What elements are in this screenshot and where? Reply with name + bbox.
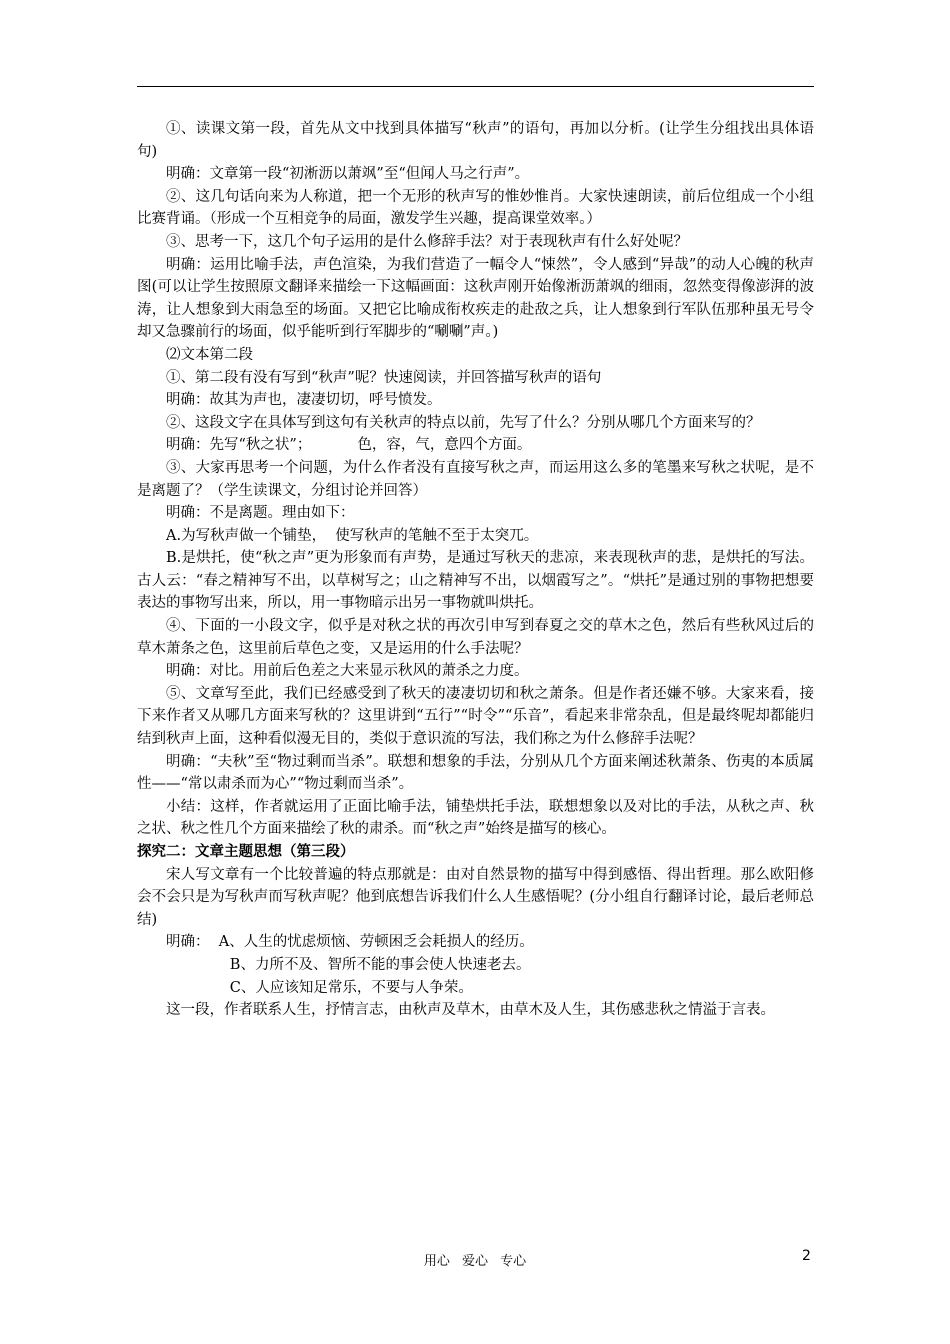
section-heading: 探究二：文章主题思想（第三段） [137,843,355,860]
paragraph: ①、第二段有没有写到“秋声”呢？快速阅读，并回答描写秋声的语句 [166,369,602,386]
header-rule [137,86,814,87]
paragraph: ④、下面的一小段文字，似乎是对秋之状的再次引申写到春夏之交的草木之色，然后有些秋风过后的草木萧条之色，这里前后草色之变，又是运用的什么手法呢？ [137,618,814,657]
paragraph: 明确：“夫秋”至“物过剩而当杀”。联想和想象的手法，分别从几个方面来阐述秋萧条、伤夷的本质属性——“常以肃杀而为心”“物过剩而当杀”。 [137,753,814,793]
paragraph: 明确：先写“秋之状”； 色，容，气，意四个方面。 [166,437,532,454]
paragraph: 明确：文章第一段“初淅沥以萧飒”至“但闻人马之行声”。 [166,166,530,183]
paragraph: 宋人写文章有一个比较普遍的特点那就是：由对自然景物的描写中得到感悟、得出哲理。那么欧阳修会不会只是为写秋声而写秋声呢？他到底想告诉我们什么人生感悟呢？(分小组自行翻译讨论，最后老师总结) [137,866,814,928]
paragraph: 明确：对比。用前后色差之大来显示秋风的萧杀之力度。 [166,663,529,680]
paragraph: C、人应该知足常乐，不要与人争荣。 [229,979,473,996]
paragraph: B.是烘托，使“秋之声”更为形象而有声势，是通过写秋天的悲凉，来表现秋声的悲，是烘托的写法。古人云：“春之精神写不出，以草树写之；山之精神写不出，以烟霞写之”。“烘托”是通过别的事物把想要表达的事物写出来，所以，用一事物暗示出另一事物就叫烘托。 [137,550,814,612]
paragraph: 这一段，作者联系人生，抒情言志，由秋声及草木，由草木及人生，其伤感悲秋之情溢于言表。 [166,1002,775,1019]
paragraph: A.为写秋声做一个铺垫， 使写秋声的笔触不至于太突兀。 [166,527,539,544]
footer-motto: 用心 爱心 专心 [423,1254,527,1269]
paragraph: 小结：这样，作者就运用了正面比喻手法，铺垫烘托手法，联想想象以及对比的手法，从秋之声、秋之状、秋之性几个方面来描绘了秋的肃杀。而“秋之声”始终是描写的核心。 [137,798,814,838]
paragraph: ②、这段文字在具体写到这句有关秋声的特点以前，先写了什么？分别从哪几个方面来写的？ [166,414,761,431]
paragraph: ①、读课文第一段，首先从文中找到具体描写“秋声”的语句，再加以分析。(让学生分组找出具体语句) [137,121,814,160]
paragraph: B、力所不及、智所不能的事会使人快速老去。 [229,956,531,973]
paragraph: ③、大家再思考一个问题，为什么作者没有直接写秋之声，而运用这么多的笔墨来写秋之状呢，是不是离题了？（学生读课文，分组讨论并回答） [137,459,814,499]
paragraph: ⑵文本第二段 [166,346,253,363]
paragraph: 明确：故其为声也，凄凄切切，呼号愤发。 [166,392,442,409]
paragraph: 明确：运用比喻手法，声色渲染，为我们营造了一幅令人“悚然”，令人感到“异哉”的动人心魄的秋声图(可以让学生按照原文翻译来描绘一下这幅画面：这秋声刚开始像淅沥萧飒的细雨，忽然变得像澎湃的波涛，让人想象到大雨急至的场面。又把它比喻成衔枚疾走的赴敌之兵，让人想象到行军队伍那种虽无号令却又急骤前行的场面，似乎能听到行军脚步的“唰唰”声。) [137,256,814,341]
paragraph: ③、思考一下，这几个句子运用的是什么修辞手法？对于表现秋声有什么好处呢？ [166,233,688,250]
paragraph: 明确：不是离题。理由如下： [166,505,355,522]
paragraph: ⑤、文章写至此，我们已经感受到了秋天的凄凄切切和秋之萧条。但是作者还嫌不够。大家来看，接下来作者又从哪几方面来写秋的？这里讲到“五行”“时令”“乐音”，看起来非常杂乱，但是最终呢却都能归结到秋声上面，这种看似漫无目的，类似于意识流的写法，我们称之为什么修辞手法呢？ [137,685,814,748]
paragraph: ②、这几句话向来为人称道，把一个无形的秋声写的惟妙惟肖。大家快速朗读，前后位组成一个小组比赛背诵。（形成一个互相竞争的局面，激发学生兴趣，提高课堂效率。） [137,188,814,228]
page-number: 2 [802,1248,811,1264]
document-body [137,118,814,1022]
paragraph: 明确： A、人生的忧虑烦恼、劳顿困乏会耗损人的经历。 [166,934,534,951]
